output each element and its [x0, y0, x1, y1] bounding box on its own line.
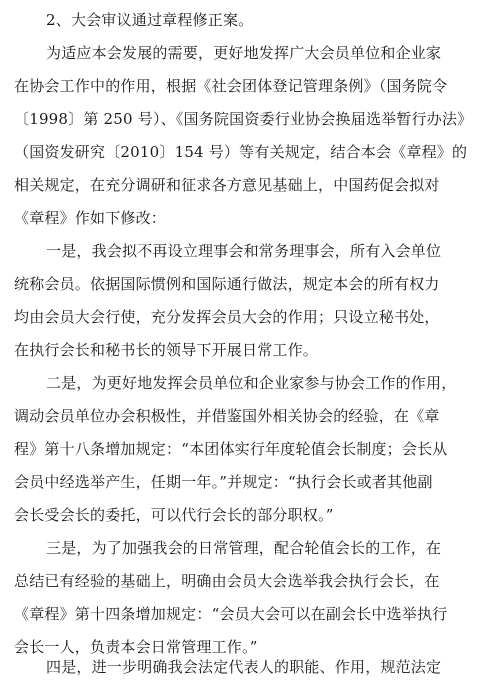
paragraph-text: 会长一人，负责本会日常管理工作。”: [14, 638, 258, 656]
paragraph-line: [0, 268, 498, 300]
paragraph-line: [0, 37, 498, 69]
paragraph-text: 相关规定，在充分调研和征求各方意见基础上，中国药促会拟对: [14, 176, 440, 194]
paragraph-line: [0, 202, 498, 234]
paragraph-line: [0, 235, 498, 267]
paragraph-text: 总结已有经验的基础上，明确由会员大会选举我会执行会长，在: [14, 572, 440, 590]
paragraph-line: [0, 651, 498, 683]
paragraph-line: [0, 301, 498, 333]
paragraph-line: [0, 334, 498, 366]
paragraph-line: [0, 169, 498, 201]
paragraph-text: 统称会员。依据国际惯例和国际通行做法，规定本会的所有权力: [14, 275, 440, 293]
paragraph-line: [0, 70, 498, 102]
paragraph-text: 二是，为更好地发挥会员单位和企业家参与协会工作的作用，: [46, 374, 457, 392]
paragraph-text: 会长受会长的委托，可以代行会长的部分职权。”: [14, 506, 334, 524]
paragraph-text: 调动会员单位办会积极性，并借鉴国外相关协会的经验，在《章: [14, 407, 440, 425]
paragraph-text: 为适应本会发展的需要，更好地发挥广大会员单位和企业家: [46, 44, 442, 62]
paragraph-text: 一是，我会拟不再设立理事会和常务理事会，所有入会单位: [46, 242, 442, 260]
paragraph-text: 程》第十八条增加规定：“本团体实行年度轮值会长制度；会长从: [14, 440, 448, 458]
paragraph-line: [0, 367, 498, 399]
paragraph-line: [0, 598, 498, 630]
paragraph-text: 《章程》作如下修改：: [14, 209, 167, 227]
paragraph-text: 会员中经选举产生，任期一年。”并规定：“执行会长或者其他副: [14, 473, 433, 491]
paragraph-text: 在协会工作中的作用，根据《社会团体登记管理条例》（国务院令: [14, 77, 448, 95]
paragraph-line: [0, 136, 498, 168]
paragraph-text: （国资发研究〔2010〕154 号）等有关规定，结合本会《章程》的: [14, 143, 468, 161]
paragraph-line: [0, 433, 498, 465]
section-heading: 2、大会审议通过章程修正案。: [46, 11, 254, 29]
paragraph-text: 四是，进一步明确我会法定代表人的职能、作用，规范法定: [46, 658, 442, 676]
paragraph-line: [0, 103, 498, 135]
paragraph-text: 〔1998〕第 250 号）、《国务院国资委行业协会换届选举暂行办法》: [14, 110, 473, 128]
paragraph-line: [0, 532, 498, 564]
paragraph-text: 《章程》第十四条增加规定：“会员大会可以在副会长中选举执行: [14, 605, 448, 623]
paragraph-line: [0, 499, 498, 531]
paragraph-line: [0, 466, 498, 498]
paragraph-text: 在执行会长和秘书长的领导下开展日常工作。: [14, 341, 319, 359]
paragraph-text: 三是，为了加强我会的日常管理，配合轮值会长的工作，在: [46, 539, 442, 557]
section-heading-line: [0, 4, 498, 36]
paragraph-text: 均由会员大会行使，充分发挥会员大会的作用；只设立秘书处，: [14, 308, 440, 326]
paragraph-line: [0, 400, 498, 432]
paragraph-line: [0, 565, 498, 597]
